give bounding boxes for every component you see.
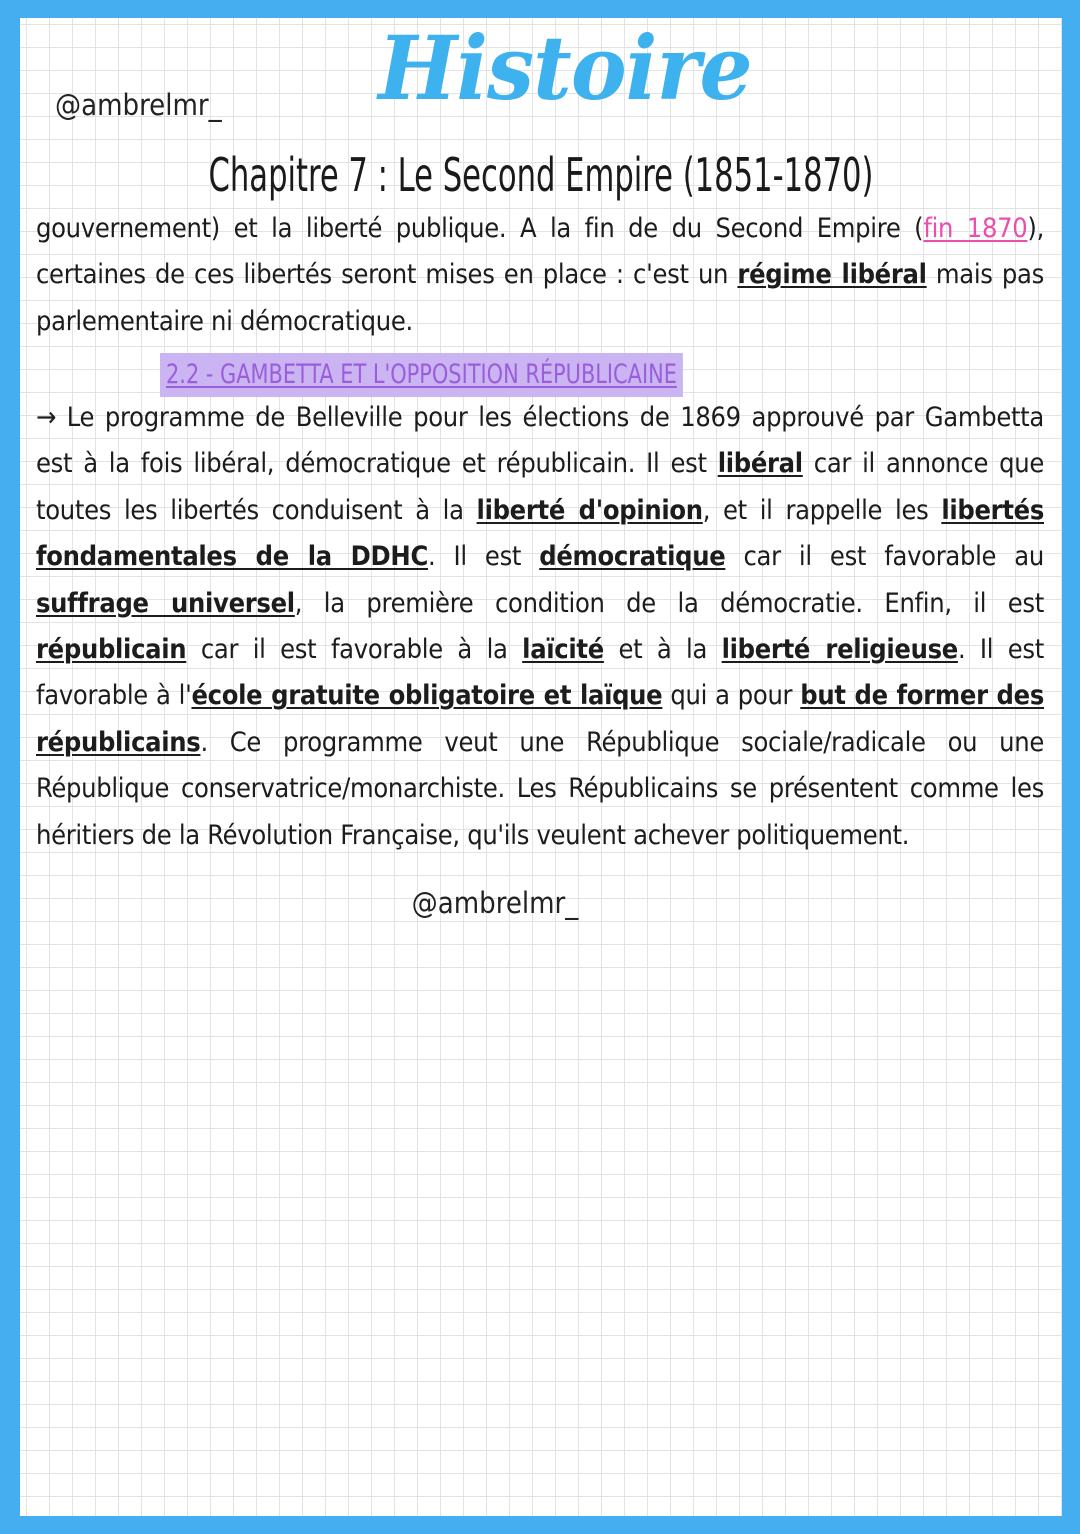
section-heading: 2.2 - GAMBETTA ET L'OPPOSITION RÉPUBLICAINE: [160, 353, 683, 397]
text-segment: car il est favorable au: [725, 541, 1044, 573]
keyword: liberté religieuse: [721, 634, 958, 666]
notebook-page: [20, 18, 1062, 1516]
keyword: école gratuite obligatoire et laïque: [191, 680, 663, 712]
keyword: but de former des républicains: [36, 680, 1044, 758]
keyword: républicain: [36, 634, 187, 666]
keyword: libertés fondamentales de la DDHC: [36, 494, 1044, 573]
text-segment: car il est favorable à la: [186, 634, 523, 666]
keyword: laïcité: [522, 634, 604, 666]
paragraph-liberal-regime: [36, 206, 1044, 345]
paragraph-belleville-program: [36, 395, 1044, 859]
chapter-title: Chapitre 7 : Le Second Empire (1851-1870): [208, 148, 874, 202]
text-segment: . Il est: [427, 541, 540, 573]
text-segment: car il annonce que toutes les libertés conduisent à la: [36, 448, 1044, 526]
keyword: liberté d'opinion: [476, 494, 703, 526]
text-segment: . Ce programme veut une République sociale/radicale ou une République conservatrice/monarchiste. Les Républicains se présentent comme les héritiers de la Révolution Française, qu'ils veulent achever politiquement.: [36, 726, 1044, 851]
keyword: démocratique: [539, 541, 726, 573]
subject-title: Histoire: [378, 16, 752, 120]
text-segment: ), certaines de ces libertés seront mises en place : c'est un: [36, 213, 1044, 291]
text-segment: et à la: [603, 634, 722, 666]
text-segment: gouvernement) et la liberté publique. A la fin de du Second Empire (: [36, 213, 924, 244]
date-highlight: fin 1870: [923, 213, 1028, 244]
keyword: régime libéral: [737, 259, 927, 291]
keyword: suffrage universel: [36, 587, 295, 619]
text-segment: → Le programme de Belleville pour les élections de 1869 approuvé par Gambetta est à la fois libéral, démocratique et républicain. Il est: [36, 402, 1044, 480]
text-segment: . Il est favorable à l': [36, 634, 1044, 712]
keyword: libéral: [717, 448, 803, 480]
text-segment: qui a pour: [662, 680, 801, 712]
author-handle-bottom: @ambrelmr_: [411, 886, 579, 920]
text-segment: mais pas parlementaire ni démocratique.: [36, 259, 1044, 337]
author-handle-top: @ambrelmr_: [55, 88, 222, 122]
text-segment: , et il rappelle les: [702, 494, 942, 526]
text-segment: , la première condition de la démocratie. Enfin, il est: [294, 587, 1044, 619]
